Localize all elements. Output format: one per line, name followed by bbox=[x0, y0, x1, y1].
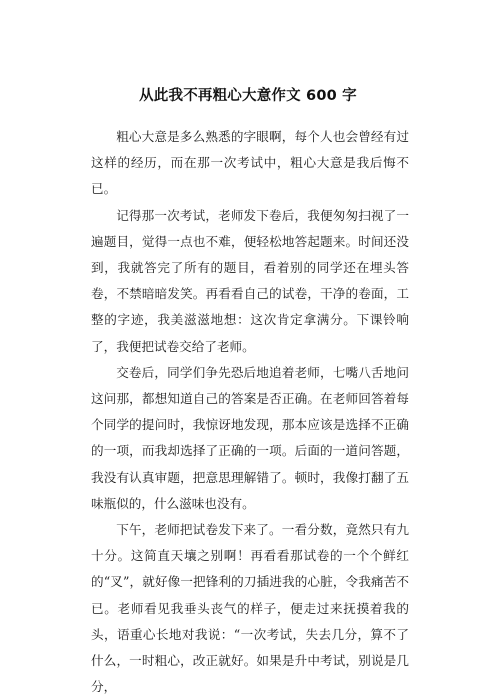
paragraph-1: 粗心大意是多么熟悉的字眼啊，每个人也会曾经有过这样的经历，而在那一次考试中，粗心大意是我后悔不已。 bbox=[91, 129, 409, 197]
paragraph-3: 交卷后，同学们争先恐后地追着老师，七嘴八舌地问这问那，都想知道自己的答案是否正确。在老师回答着每个同学的提问时，我惊讶地发现，那本应该是选择不正确的一项，而我却选择了正确的一项。后面的一道问答题，我没有认真审题，把意思理解错了。顿时，我像打翻了五味瓶似的，什么滋味也没有。 bbox=[91, 364, 409, 511]
document-title: 从此我不再粗心大意作文 600 字 bbox=[139, 88, 357, 104]
paragraph-2: 记得那一次考试，老师发下卷后，我便匆匆扫视了一遍题目，觉得一点也不难，便轻松地答起题来。时间还没到，我就答完了所有的题目，看着别的同学还在埋头答卷，不禁暗暗发笑。再看看自己的试卷，干净的卷面，工整的字迹，我美滋滋地想：这次肯定拿满分。下课铃响了，我便把试卷交给了老师。 bbox=[91, 207, 409, 354]
paragraph-4: 下午，老师把试卷发下来了。一看分数，竟然只有九十分。这简直天壤之别啊！再看看那试卷的一个个鲜红的“叉”，就好像一把锋利的刀插进我的心脏，令我痛苦不已。老师看见我垂头丧气的样子，便走过来抚摸着我的头，语重心长地对我说：“一次考试，失去几分，算不了什么，一时粗心，改正就好。如果是升中考试，别说是几分， bbox=[91, 522, 409, 695]
document-body bbox=[91, 124, 409, 700]
